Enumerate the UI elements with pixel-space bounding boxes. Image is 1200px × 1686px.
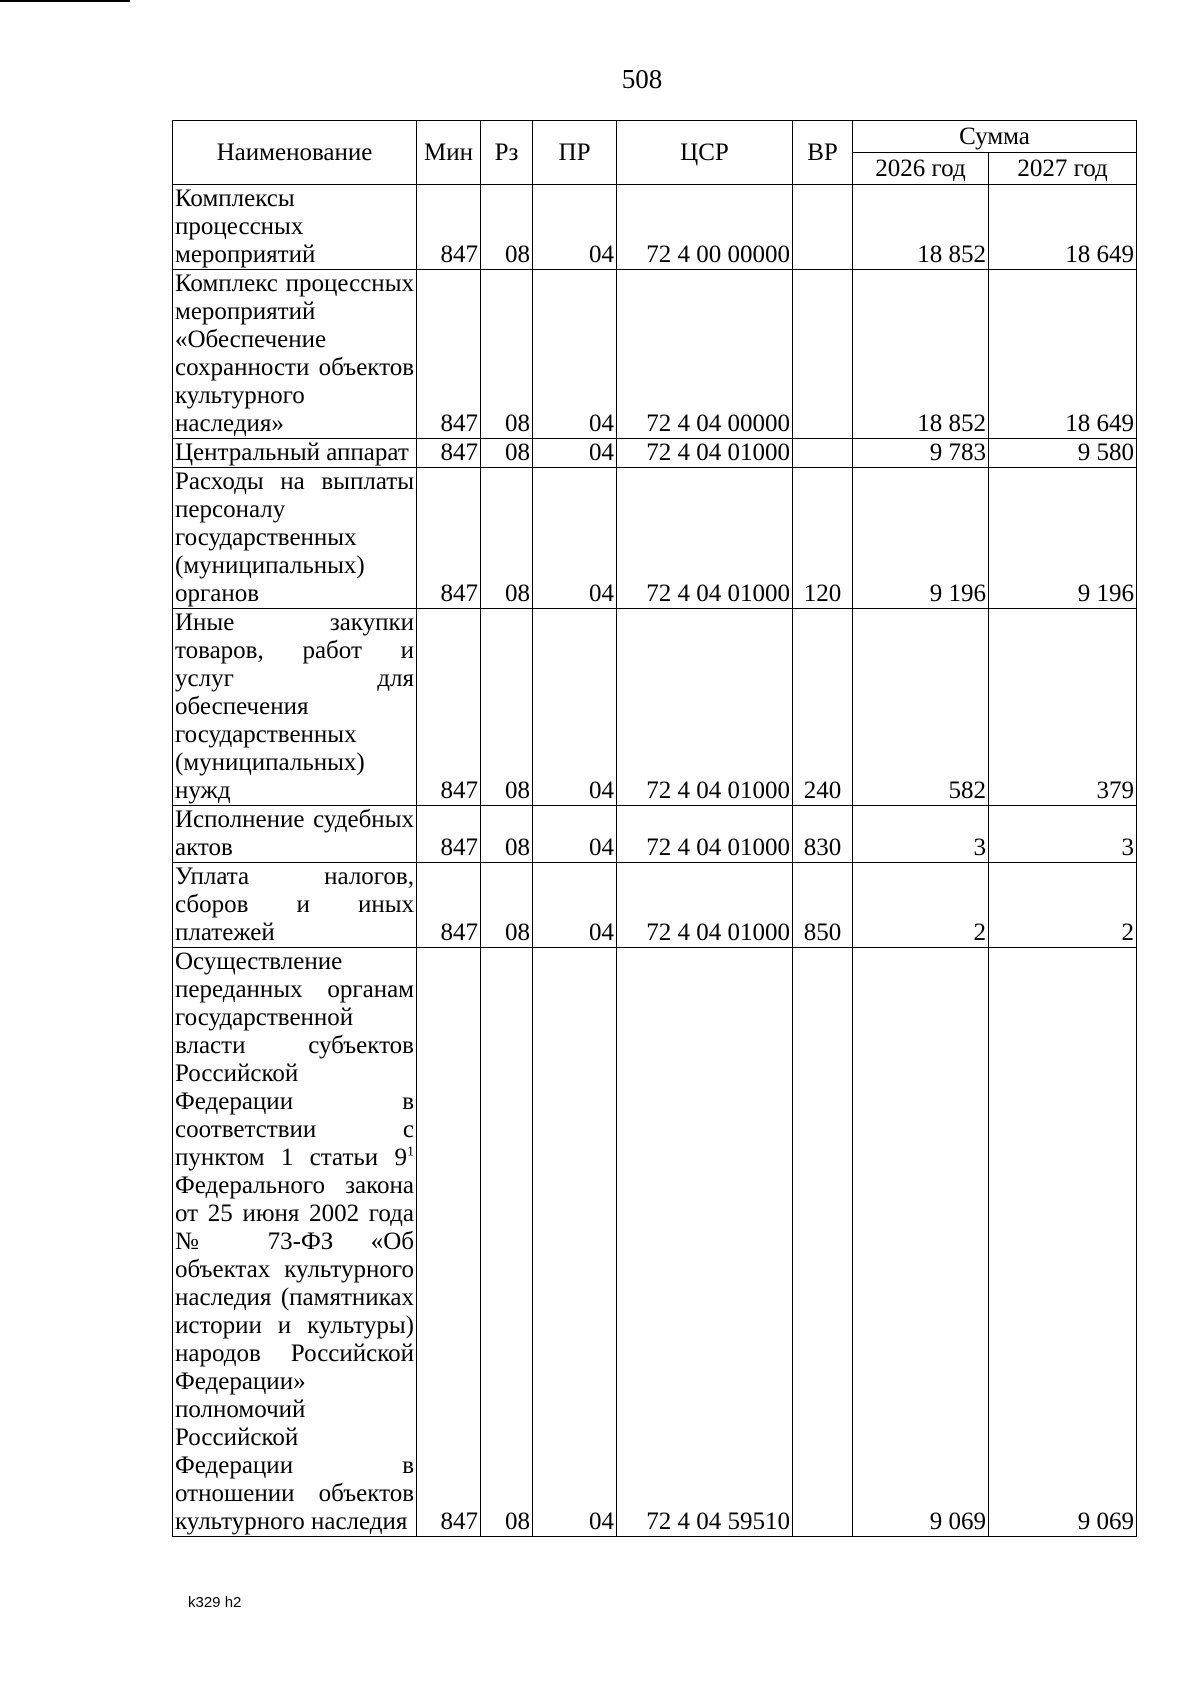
row-rz: 08 bbox=[481, 863, 533, 948]
row-rz: 08 bbox=[481, 270, 533, 439]
table-row bbox=[173, 806, 1137, 863]
header-csr: ЦСР bbox=[617, 121, 793, 185]
row-csr: 72 4 04 59510 bbox=[617, 948, 793, 1537]
row-sum-2026: 9 783 bbox=[853, 439, 989, 468]
header-min: Мин bbox=[417, 121, 481, 185]
row-name: Исполнение судебных актов bbox=[173, 806, 417, 863]
row-name-part1: Осуществление переданных органам государственной власти субъектов Российской Федерации в соответствии с пунктом 1 статьи 9 bbox=[175, 948, 414, 1171]
header-sum: Сумма bbox=[853, 121, 1137, 153]
header-pr: ПР bbox=[533, 121, 617, 185]
row-pr: 04 bbox=[533, 948, 617, 1537]
row-vr: 850 bbox=[793, 863, 853, 948]
row-min: 847 bbox=[417, 439, 481, 468]
header-vr: ВР bbox=[793, 121, 853, 185]
row-rz: 08 bbox=[481, 468, 533, 609]
budget-table bbox=[172, 120, 1137, 1537]
row-csr: 72 4 04 01000 bbox=[617, 863, 793, 948]
row-rz: 08 bbox=[481, 439, 533, 468]
row-sum-2027: 18 649 bbox=[989, 270, 1137, 439]
table-row bbox=[173, 185, 1137, 270]
table-row bbox=[173, 609, 1137, 806]
row-name-part2: Федерального закона от 25 июня 2002 года № 73-ФЗ «Об объектах культурного наследия (памятниках истории и культуры) народов Российской Федерации» полномочий Российской Федерации в отношении объектов культурного наследия bbox=[175, 1172, 414, 1535]
row-sum-2027: 9 069 bbox=[989, 948, 1137, 1537]
row-name-superscript: 1 bbox=[407, 1144, 414, 1160]
row-vr bbox=[793, 185, 853, 270]
row-min: 847 bbox=[417, 948, 481, 1537]
row-csr: 72 4 04 01000 bbox=[617, 439, 793, 468]
row-pr: 04 bbox=[533, 863, 617, 948]
row-min: 847 bbox=[417, 863, 481, 948]
table-row bbox=[173, 468, 1137, 609]
header-name: Наименование bbox=[173, 121, 417, 185]
row-name: Центральный аппарат bbox=[173, 439, 417, 468]
table-row bbox=[173, 948, 1137, 1537]
row-csr: 72 4 04 01000 bbox=[617, 468, 793, 609]
row-pr: 04 bbox=[533, 468, 617, 609]
row-pr: 04 bbox=[533, 185, 617, 270]
row-sum-2027: 379 bbox=[989, 609, 1137, 806]
row-name: Иные закупки товаров, работ и услуг для обеспечения государственных (муниципальных) нужд bbox=[173, 609, 417, 806]
row-sum-2027: 2 bbox=[989, 863, 1137, 948]
row-min: 847 bbox=[417, 468, 481, 609]
row-pr: 04 bbox=[533, 270, 617, 439]
row-min: 847 bbox=[417, 806, 481, 863]
row-sum-2026: 9 069 bbox=[853, 948, 989, 1537]
row-rz: 08 bbox=[481, 948, 533, 1537]
header-rz: Рз bbox=[481, 121, 533, 185]
row-sum-2026: 18 852 bbox=[853, 185, 989, 270]
row-vr: 830 bbox=[793, 806, 853, 863]
row-vr bbox=[793, 439, 853, 468]
scan-edge-mark bbox=[0, 0, 130, 2]
table-header-row bbox=[173, 121, 1137, 153]
row-vr bbox=[793, 270, 853, 439]
row-pr: 04 bbox=[533, 609, 617, 806]
row-vr: 240 bbox=[793, 609, 853, 806]
row-sum-2027: 18 649 bbox=[989, 185, 1137, 270]
row-vr: 120 bbox=[793, 468, 853, 609]
document-code: k329 h2 bbox=[188, 1594, 242, 1611]
row-sum-2027: 9 580 bbox=[989, 439, 1137, 468]
header-year-2026: 2026 год bbox=[853, 153, 989, 185]
table-row bbox=[173, 270, 1137, 439]
row-name: Комплекс процессных мероприятий «Обеспечение сохранности объектов культурного наследия» bbox=[173, 270, 417, 439]
row-csr: 72 4 00 00000 bbox=[617, 185, 793, 270]
row-sum-2027: 9 196 bbox=[989, 468, 1137, 609]
row-name: Комплексы процессных мероприятий bbox=[173, 185, 417, 270]
row-csr: 72 4 04 01000 bbox=[617, 609, 793, 806]
row-csr: 72 4 04 00000 bbox=[617, 270, 793, 439]
row-sum-2026: 9 196 bbox=[853, 468, 989, 609]
row-sum-2026: 18 852 bbox=[853, 270, 989, 439]
header-year-2027: 2027 год bbox=[989, 153, 1137, 185]
row-min: 847 bbox=[417, 270, 481, 439]
row-sum-2027: 3 bbox=[989, 806, 1137, 863]
row-sum-2026: 2 bbox=[853, 863, 989, 948]
page-number: 508 bbox=[621, 64, 663, 94]
row-rz: 08 bbox=[481, 806, 533, 863]
row-vr bbox=[793, 948, 853, 1537]
table-row bbox=[173, 863, 1137, 948]
row-csr: 72 4 04 01000 bbox=[617, 806, 793, 863]
row-name: Уплата налогов, сборов и иных платежей bbox=[173, 863, 417, 948]
row-pr: 04 bbox=[533, 806, 617, 863]
row-name: Расходы на выплаты персоналу государственных (муниципальных) органов bbox=[173, 468, 417, 609]
row-pr: 04 bbox=[533, 439, 617, 468]
row-rz: 08 bbox=[481, 185, 533, 270]
row-sum-2026: 582 bbox=[853, 609, 989, 806]
row-sum-2026: 3 bbox=[853, 806, 989, 863]
row-name bbox=[173, 948, 417, 1537]
table-row bbox=[173, 439, 1137, 468]
row-min: 847 bbox=[417, 185, 481, 270]
row-min: 847 bbox=[417, 609, 481, 806]
row-rz: 08 bbox=[481, 609, 533, 806]
